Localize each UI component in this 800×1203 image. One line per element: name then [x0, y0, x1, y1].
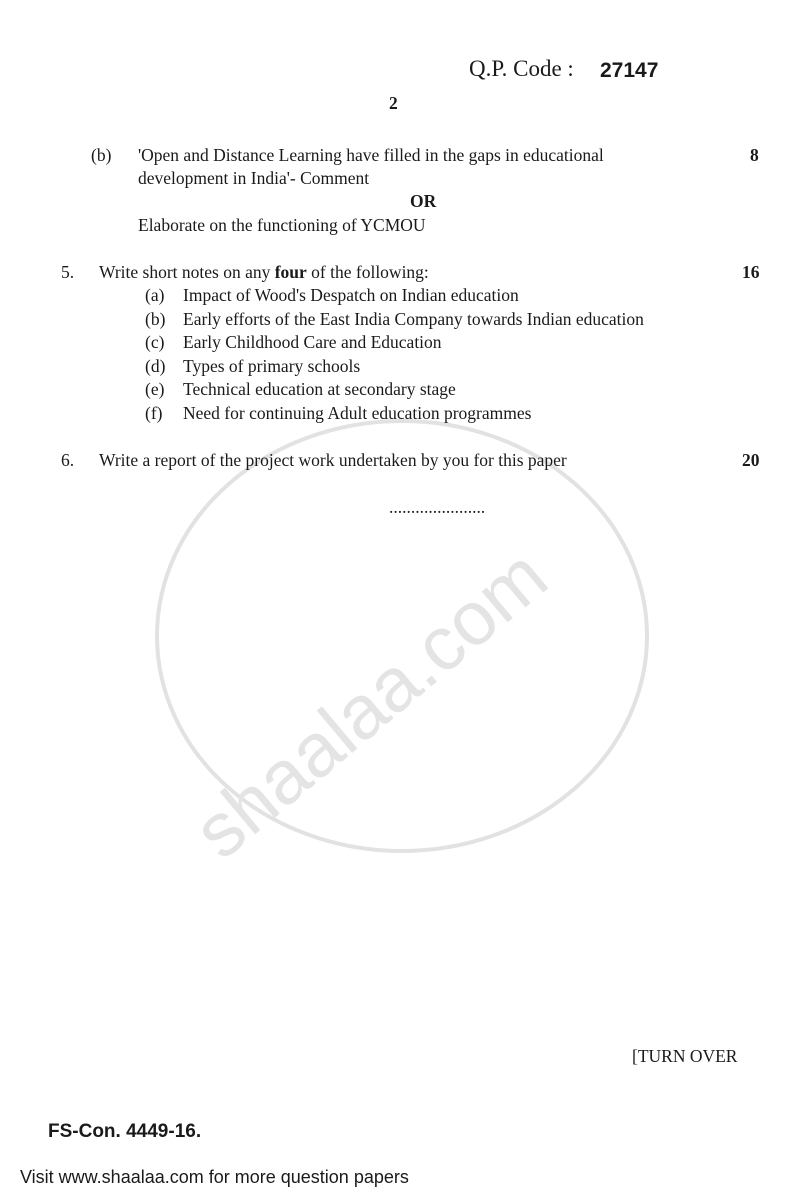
sub-item-text: Impact of Wood's Despatch on Indian education [183, 285, 519, 305]
question-text: development in India'- Comment [138, 168, 370, 188]
question-marks: 16 [742, 262, 760, 282]
qp-code: 27147 [600, 59, 659, 82]
or-separator: OR [410, 191, 437, 211]
sub-item-text: Early efforts of the East India Company towards Indian education [183, 308, 644, 329]
question-text [99, 262, 429, 282]
sub-item-label: (a) [145, 285, 165, 305]
sub-item-label: (f) [145, 402, 163, 423]
sub-item-label: (b) [145, 308, 166, 329]
visit-link[interactable]: Visit www.shaalaa.com for more question papers [20, 1167, 409, 1187]
question-text: Elaborate on the functioning of YCMOU [138, 215, 426, 235]
sub-item-text: Need for continuing Adult education programmes [183, 402, 532, 423]
sub-item-label: (c) [145, 332, 165, 352]
question-number: 6. [61, 450, 75, 470]
paper-code: FS-Con. 4449-16. [48, 1121, 202, 1142]
question-marks: 8 [750, 145, 759, 165]
sub-item-text: Technical education at secondary stage [183, 379, 456, 399]
sub-item-label: (e) [145, 379, 165, 399]
question-marks: 20 [742, 450, 760, 470]
question-label: (b) [91, 145, 112, 165]
question-number: 5. [61, 262, 75, 282]
sub-item-label: (d) [145, 355, 166, 376]
watermark-text: shaalaa.com [178, 532, 564, 876]
end-dots: ...................... [389, 497, 486, 517]
question-text: Write a report of the project work undertaken by you for this paper [99, 450, 567, 470]
question-text-prefix: Write short notes on any [99, 262, 275, 282]
question-text: 'Open and Distance Learning have filled in the gaps in educational [138, 145, 604, 165]
turn-over: [TURN OVER [632, 1046, 738, 1066]
question-text-suffix: of the following: [306, 262, 429, 282]
sub-item-text: Early Childhood Care and Education [183, 332, 442, 352]
page-number: 2 [389, 93, 398, 113]
question-text-emphasis: four [274, 262, 307, 282]
sub-item-text: Types of primary schools [183, 355, 361, 376]
qp-code-label: Q.P. Code : [469, 56, 574, 81]
